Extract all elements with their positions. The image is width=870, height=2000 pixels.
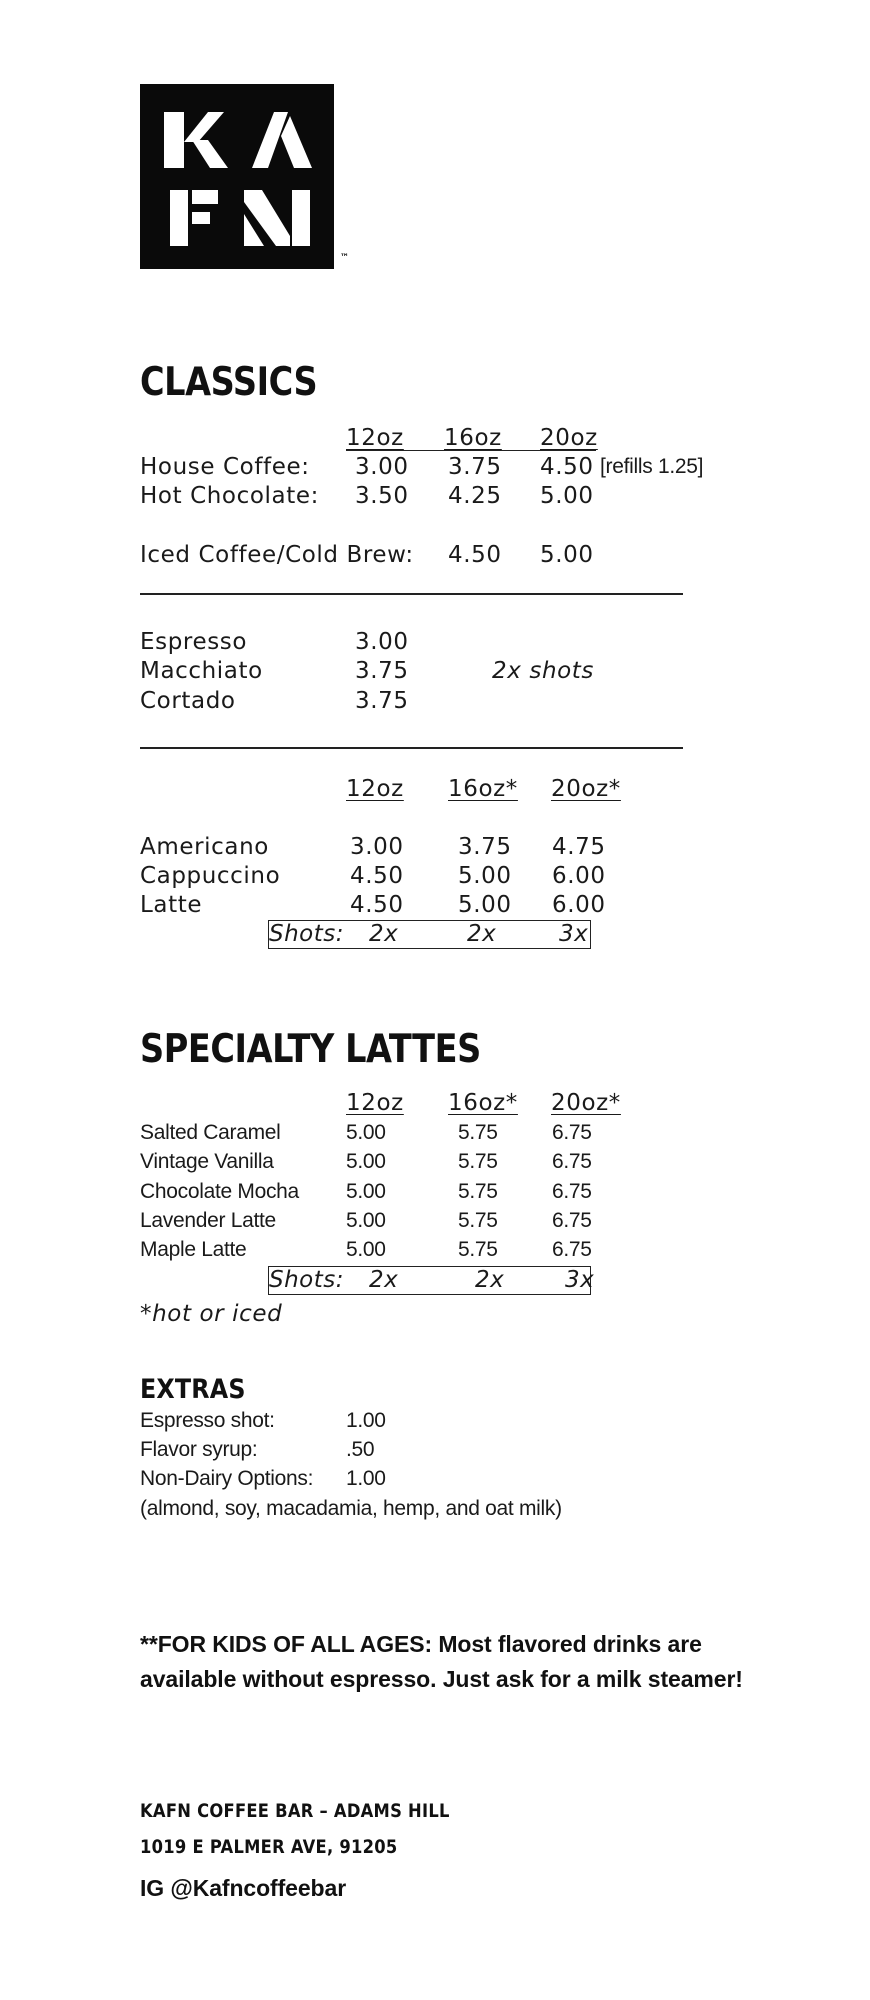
- trademark-mark: ™: [340, 253, 349, 263]
- extra-item-espresso-shot: Espresso shot:: [140, 1409, 275, 1432]
- kids-note-line-1: **FOR KIDS OF ALL AGES: Most flavored drinks are: [140, 1631, 702, 1657]
- menu-item-salted-caramel: Salted Caramel: [140, 1121, 281, 1144]
- menu-item-lavender-latte: Lavender Latte: [140, 1209, 276, 1232]
- price-16oz: 3.75: [448, 454, 502, 480]
- price-16oz: 5.75: [458, 1238, 498, 1261]
- price-20oz: 6.75: [552, 1150, 592, 1173]
- menu-item-maple-latte: Maple Latte: [140, 1238, 247, 1261]
- menu-item-vintage-vanilla: Vintage Vanilla: [140, 1150, 274, 1173]
- section-divider: [140, 747, 683, 749]
- price-12oz: 3.00: [355, 454, 409, 480]
- classics-header-underline: [346, 450, 596, 451]
- price-20oz: 5.00: [540, 483, 594, 509]
- menu-item-latte: Latte: [140, 892, 203, 918]
- price-12oz: 4.50: [350, 892, 404, 918]
- menu-item-hot-chocolate: Hot Chocolate:: [140, 483, 319, 509]
- classics-heading: CLASSICS: [140, 360, 318, 405]
- price-12oz: 4.50: [350, 863, 404, 889]
- non-dairy-milk-note: (almond, soy, macadamia, hemp, and oat milk): [140, 1497, 562, 1520]
- price-12oz: 5.00: [346, 1150, 386, 1173]
- footer-shop-name: KAFN COFFEE BAR – ADAMS HILL: [140, 1800, 450, 1822]
- footer-instagram: IG @Kafncoffeebar: [140, 1875, 347, 1901]
- menu-item-americano: Americano: [140, 834, 269, 860]
- size-16oz: 16oz*: [448, 1090, 518, 1116]
- price: 3.75: [355, 688, 409, 714]
- kids-note-line-2: available without espresso. Just ask for a milk steamer!: [140, 1666, 743, 1692]
- price-20oz: 5.00: [540, 542, 594, 568]
- classics-size-12oz: 12oz: [346, 425, 404, 451]
- refills-note: [refills 1.25]: [600, 455, 704, 478]
- kafn-logo: [140, 84, 334, 269]
- menu-item-macchiato: Macchiato: [140, 658, 263, 684]
- price-20oz: 6.00: [552, 892, 606, 918]
- extra-price: .50: [346, 1438, 375, 1461]
- price-16oz: 4.50: [448, 542, 502, 568]
- shots-box: [268, 920, 591, 949]
- extras-heading: EXTRAS: [140, 1374, 246, 1405]
- price-20oz: 4.50: [540, 454, 594, 480]
- price-12oz: 5.00: [346, 1121, 386, 1144]
- extra-price: 1.00: [346, 1409, 386, 1432]
- price-16oz: 5.75: [458, 1209, 498, 1232]
- price-12oz: 5.00: [346, 1238, 386, 1261]
- price-16oz: 5.00: [458, 863, 512, 889]
- menu-item-cortado: Cortado: [140, 688, 236, 714]
- menu-item-espresso: Espresso: [140, 629, 248, 655]
- classics-size-16oz: 16oz: [444, 425, 502, 451]
- price-20oz: 6.75: [552, 1238, 592, 1261]
- menu-item-house-coffee: House Coffee:: [140, 454, 310, 480]
- shots-16oz: 2x: [467, 921, 497, 947]
- shots-20oz: 3x: [565, 1267, 595, 1293]
- specialty-lattes-heading: SPECIALTY LATTES: [140, 1027, 481, 1072]
- price-16oz: 4.25: [448, 483, 502, 509]
- size-20oz: 20oz*: [551, 776, 621, 802]
- menu-item-cappuccino: Cappuccino: [140, 863, 281, 889]
- size-16oz: 16oz*: [448, 776, 518, 802]
- price-12oz: 5.00: [346, 1180, 386, 1203]
- price: 3.00: [355, 629, 409, 655]
- price-16oz: 5.75: [458, 1150, 498, 1173]
- section-divider: [140, 593, 683, 595]
- price-20oz: 6.75: [552, 1121, 592, 1144]
- hot-or-iced-footnote: *hot or iced: [140, 1301, 283, 1327]
- price: 3.75: [355, 658, 409, 684]
- size-20oz: 20oz*: [551, 1090, 621, 1116]
- size-12oz: 12oz: [346, 776, 404, 802]
- footer-address: 1019 E PALMER AVE, 91205: [140, 1836, 398, 1858]
- shots-20oz: 3x: [559, 921, 589, 947]
- price-20oz: 6.75: [552, 1180, 592, 1203]
- price-12oz: 3.50: [355, 483, 409, 509]
- menu-item-chocolate-mocha: Chocolate Mocha: [140, 1180, 299, 1203]
- shots-box: [268, 1266, 595, 1295]
- price-16oz: 5.00: [458, 892, 512, 918]
- shots-12oz: 2x: [369, 1267, 399, 1293]
- shots-label: Shots:: [269, 1267, 344, 1293]
- price-20oz: 4.75: [552, 834, 606, 860]
- price-20oz: 6.75: [552, 1209, 592, 1232]
- price-16oz: 5.75: [458, 1180, 498, 1203]
- extra-price: 1.00: [346, 1467, 386, 1490]
- size-12oz: 12oz: [346, 1090, 404, 1116]
- extra-item-non-dairy: Non-Dairy Options:: [140, 1467, 314, 1490]
- kafn-logo-mark: [140, 84, 334, 269]
- menu-item-iced-coffee-cold-brew: Iced Coffee/Cold Brew:: [140, 542, 414, 568]
- price-16oz: 5.75: [458, 1121, 498, 1144]
- shots-label: Shots:: [269, 921, 344, 947]
- price-20oz: 6.00: [552, 863, 606, 889]
- extra-item-flavor-syrup: Flavor syrup:: [140, 1438, 258, 1461]
- price-16oz: 3.75: [458, 834, 512, 860]
- shots-16oz: 2x: [475, 1267, 505, 1293]
- price-12oz: 3.00: [350, 834, 404, 860]
- shots-12oz: 2x: [369, 921, 399, 947]
- price-12oz: 5.00: [346, 1209, 386, 1232]
- shots-note: 2x shots: [492, 658, 594, 684]
- classics-size-20oz: 20oz: [540, 425, 598, 451]
